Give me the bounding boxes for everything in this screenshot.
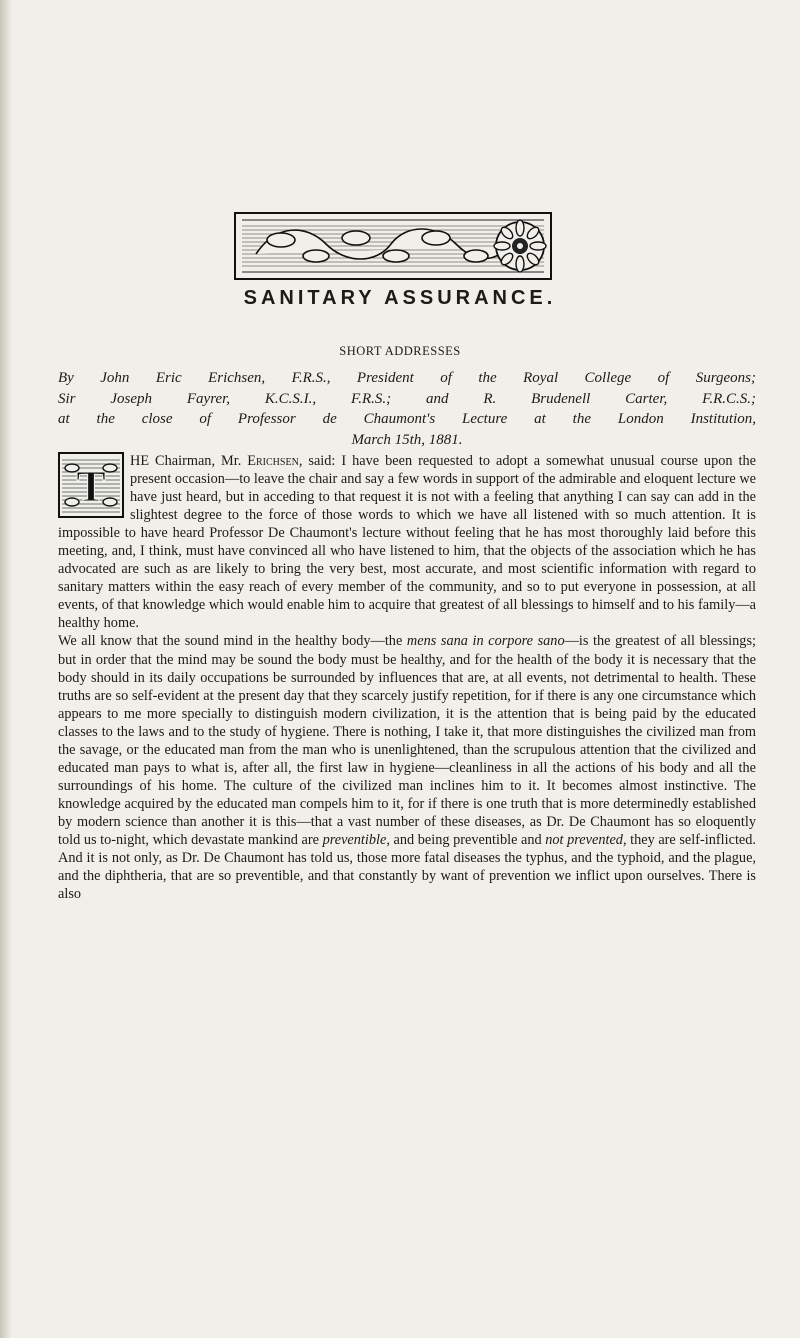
paragraph-2-text: —is the greatest of all blessings; but in order that the mind may be sound the body must be healthy, and for the health of the body it is necessary that the body should in its daily occupations be surrounded by influences that are, at all events, not detrimental to health. These truths are so self-evident at the present day that they scarcely justify repetition, for if there is any one circumstance which appears to me more specially to distinguish modern civilization, it is the attention that is being paid by the educated classes to the laws and to the study of hygiene. There is nothing, I take it, that more distinguishes the civilized man from the savage, or the educated man from the man who is unenlightened, than the scrupulous attention that the civilized and educated man pays to what is, after all, the first law in hygiene—cleanliness in all the actions of his body and all the surroundings of his home. The culture of the civilized man inclines him to it. It becomes almost instinctive. The knowledge acquired by the educated man compels him to it, for if there is one truth that is more determinedly established by modern science than another it is this—that a vast number of these diseases, as Dr. De Chaumont has so eloquently told us to-night, which devastate mankind are — [58, 633, 756, 848]
drop-cap-space — [58, 452, 130, 522]
byline-line-3: at the close of Professor de Chaumont's Lecture at the London Institution, — [58, 411, 756, 427]
paragraph-2-end: , they are self-inflicted. And it is not only, as Dr. De Chaumont has told us, those more fatal diseases the typhus, and the typhoid, and the plague, and the diphtheria, that are so preventible, and that constantly by want of prevention we inflict upon ourselves. There is also — [58, 831, 756, 903]
paragraph-1-text: , said: I have been requested to adopt a somewhat unusual course upon the present occasion—to leave the chair and say a few words in support of the admirable and eloquent lecture we have just heard, but in acceding to that request it is not with a feeling that anything I can say can add in the slightest degree to the force of those words to which we have all listened with so much attention. It is impossible to have heard Professor De Chaumont's lecture without feeling that he has most thoroughly laid before this meeting, and, I think, must have convinced all who have listened to him, that the objects of the association which he has advocated are such as are likely to bring the very best, most accurate, and most scientific information with regard to sanitary matters within the easy reach of every member of the community, and so to put everyone in possession, at all events, of that knowledge which would enable him to acquire that greatest of all blessings to himself and to his family—a healthy home. — [58, 453, 756, 632]
paragraph-2 — [58, 632, 756, 903]
page-title: SANITARY ASSURANCE. — [243, 287, 557, 309]
floral-ornament-icon — [236, 214, 550, 278]
emphasis-not-prevented: not prevented — [545, 831, 623, 848]
speaker-name: Erichsen — [247, 453, 299, 469]
paragraph-2-start: We all know that the sound mind in the healthy body—the — [58, 633, 407, 650]
paragraph-1-start: HE Chairman, Mr. — [130, 453, 248, 469]
byline-line-2: Sir Joseph Fayrer, K.C.S.I., F.R.S.; and R. Brudenell Carter, F.R.C.S.; — [58, 390, 756, 407]
article-heading: SHORT ADDRESSES — [339, 344, 461, 358]
byline-line-1: By John Eric Erichsen, F.R.S., President of the Royal College of Surgeons; — [58, 370, 756, 386]
paragraph-1 — [58, 452, 756, 632]
byline-line-4: March 15th, 1881. — [351, 431, 463, 448]
emphasis-preventible: preventible — [322, 831, 387, 848]
drop-cap-letter: T — [76, 462, 106, 511]
paragraph-2-connector: , and being preventible and — [386, 831, 546, 848]
byline — [58, 368, 756, 450]
article-body — [58, 452, 756, 903]
decorative-headpiece — [234, 212, 552, 280]
latin-phrase: mens sana in corpore sano — [406, 633, 565, 650]
page-edge-shadow — [0, 0, 12, 1338]
